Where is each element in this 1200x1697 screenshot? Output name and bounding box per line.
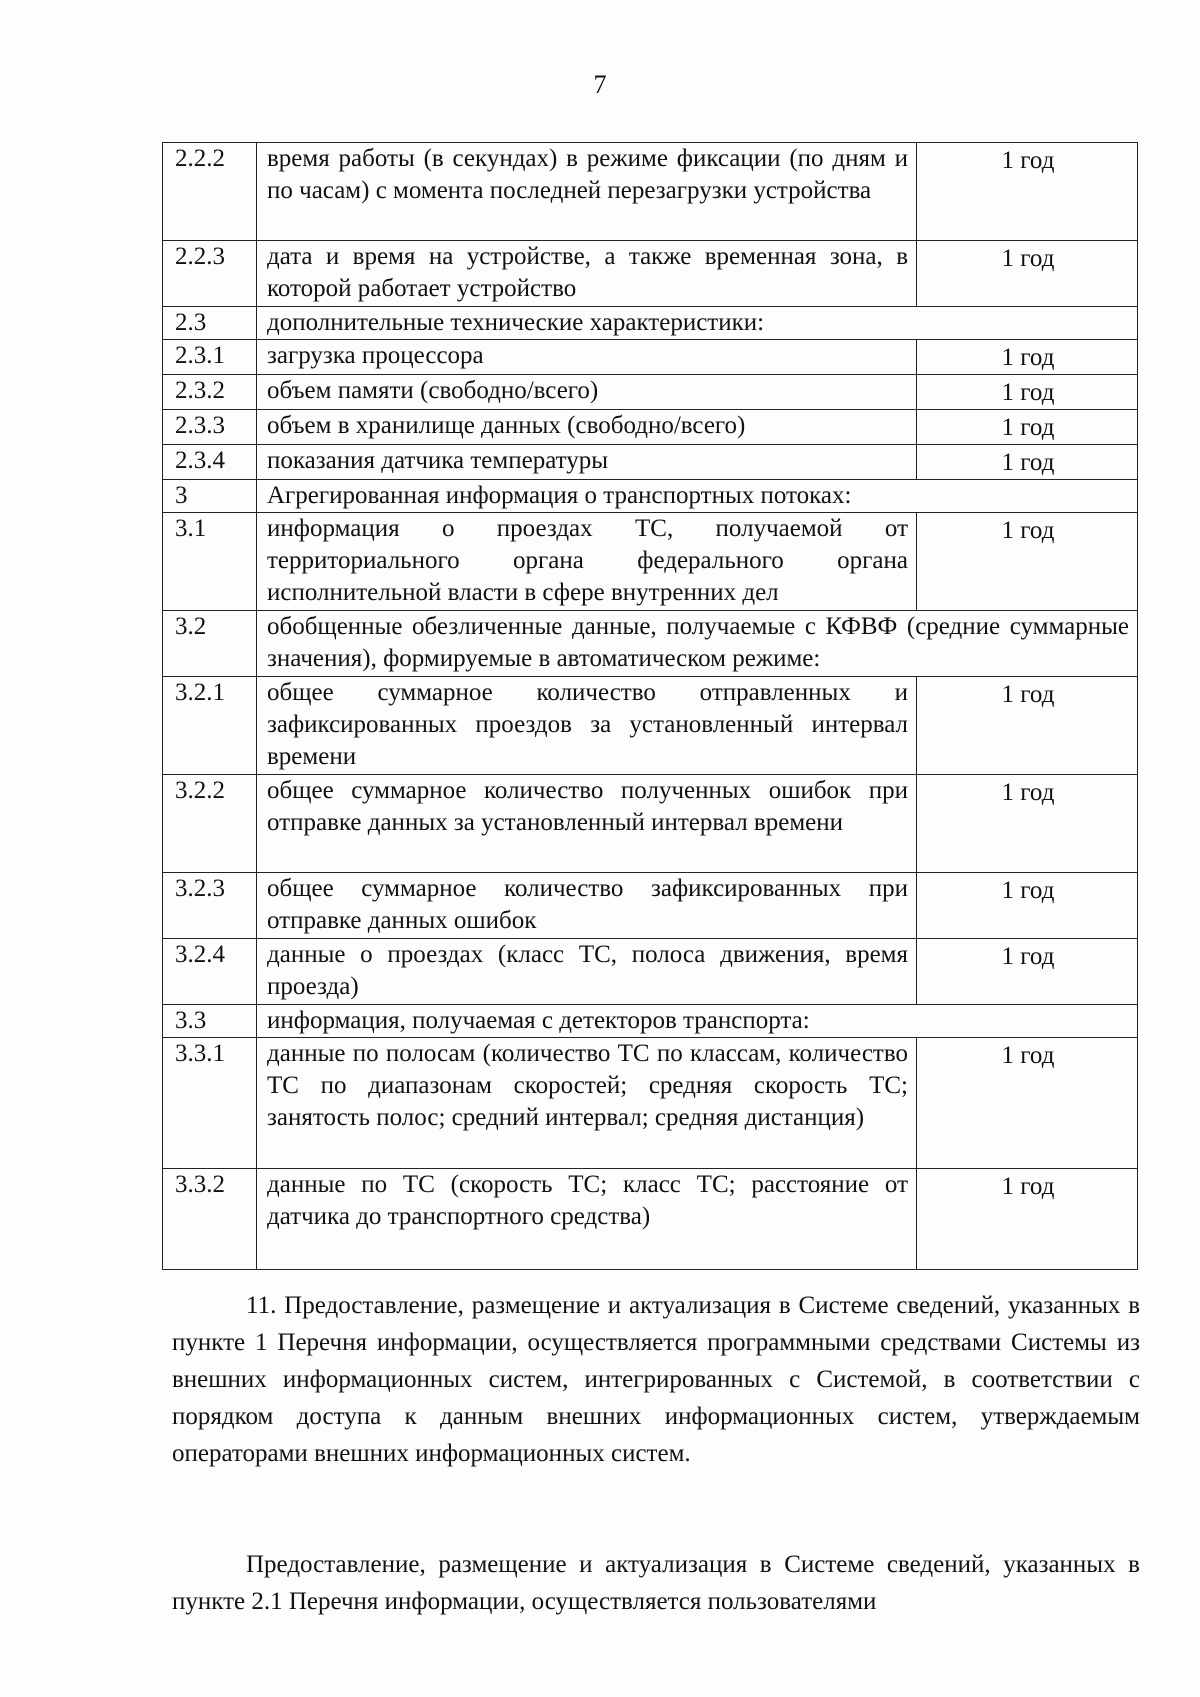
table-row: [163, 480, 1138, 513]
row-retention-period: 1 год: [917, 677, 1138, 775]
row-description: объем памяти (свободно/всего): [257, 375, 917, 410]
row-number: 3.2.2: [163, 775, 257, 873]
row-number: 2.3.3: [163, 410, 257, 445]
row-retention-period: 1 год: [917, 513, 1138, 611]
row-number: 3.3: [163, 1005, 257, 1038]
row-description: общее суммарное количество полученных ошибок при отправке данных за установленный интервал времени: [257, 775, 917, 873]
row-retention-period: 1 год: [917, 775, 1138, 873]
row-description: данные по ТС (скорость ТС; класс ТС; расстояние от датчика до транспортного средства): [257, 1169, 917, 1270]
table-row: [163, 1169, 1138, 1270]
paragraph-11: [172, 1287, 1140, 1472]
row-number: 2.2.3: [163, 241, 257, 307]
row-number: 3.1: [163, 513, 257, 611]
row-retention-period: 1 год: [917, 143, 1138, 241]
table-row: [163, 1038, 1138, 1169]
row-description: данные о проездах (класс ТС, полоса движения, время проезда): [257, 939, 917, 1005]
row-number: 2.3.2: [163, 375, 257, 410]
table-row: [163, 873, 1138, 939]
paragraph-text: 11. Предоставление, размещение и актуализация в Системе сведений, указанных в пункте 1 Перечня информации, осуществляется программными средствами Системы из внешних информационных систем, интегрированных с Системой, в соответствии с порядком доступа к данным внешних информационных систем, утверждаемым операторами внешних информационных систем.: [172, 1292, 1140, 1467]
row-retention-period: 1 год: [917, 939, 1138, 1005]
table-row: [163, 677, 1138, 775]
row-description: объем в хранилище данных (свободно/всего): [257, 410, 917, 445]
row-retention-period: 1 год: [917, 375, 1138, 410]
row-number: 3.3.1: [163, 1038, 257, 1169]
row-retention-period: 1 год: [917, 445, 1138, 480]
row-description: время работы (в секундах) в режиме фиксации (по дням и по часам) с момента последней перезагрузки устройства: [257, 143, 917, 241]
table-row: [163, 143, 1138, 241]
table-row: [163, 1005, 1138, 1038]
row-description: Агрегированная информация о транспортных потоках:: [257, 480, 1138, 513]
row-retention-period: 1 год: [917, 873, 1138, 939]
row-description: дополнительные технические характеристики:: [257, 307, 1138, 340]
row-number: 3: [163, 480, 257, 513]
row-description: информация, получаемая с детекторов транспорта:: [257, 1005, 1138, 1038]
row-number: 3.2: [163, 611, 257, 677]
row-description: общее суммарное количество зафиксированных при отправке данных ошибок: [257, 873, 917, 939]
row-retention-period: 1 год: [917, 340, 1138, 375]
row-retention-period: 1 год: [917, 410, 1138, 445]
row-number: 3.2.1: [163, 677, 257, 775]
table-row: [163, 375, 1138, 410]
row-number: 3.3.2: [163, 1169, 257, 1270]
row-number: 3.2.3: [163, 873, 257, 939]
page-number: 7: [593, 70, 607, 99]
row-description: показания датчика температуры: [257, 445, 917, 480]
table-row: [163, 445, 1138, 480]
row-description: данные по полосам (количество ТС по классам, количество ТС по диапазонам скоростей; средняя скорость ТС; занятость полос; средний интервал; средняя дистанция): [257, 1038, 917, 1169]
row-description: информация о проездах ТС, получаемой от территориального органа федерального органа исполнительной власти в сфере внутренних дел: [257, 513, 917, 611]
row-description: обобщенные обезличенные данные, получаемые с КФВФ (средние суммарные значения), формируемые в автоматическом режиме:: [257, 611, 1138, 677]
information-table: [162, 142, 1138, 1270]
row-number: 2.3.1: [163, 340, 257, 375]
table-row: [163, 513, 1138, 611]
table-row: [163, 241, 1138, 307]
table-row: [163, 340, 1138, 375]
row-retention-period: 1 год: [917, 1169, 1138, 1270]
table-row: [163, 775, 1138, 873]
row-number: 2.3.4: [163, 445, 257, 480]
row-number: 3.2.4: [163, 939, 257, 1005]
table-row: [163, 611, 1138, 677]
row-description: общее суммарное количество отправленных и зафиксированных проездов за установленный интервал времени: [257, 677, 917, 775]
paragraph-text: Предоставление, размещение и актуализация в Системе сведений, указанных в пункте 2.1 Перечня информации, осуществляется пользователями: [172, 1551, 1140, 1615]
row-description: загрузка процессора: [257, 340, 917, 375]
row-number: 2.2.2: [163, 143, 257, 241]
row-retention-period: 1 год: [917, 1038, 1138, 1169]
row-number: 2.3: [163, 307, 257, 340]
table-row: [163, 410, 1138, 445]
row-retention-period: 1 год: [917, 241, 1138, 307]
paragraph-continuation: [172, 1546, 1140, 1620]
row-description: дата и время на устройстве, а также временная зона, в которой работает устройство: [257, 241, 917, 307]
table-row: [163, 939, 1138, 1005]
table-row: [163, 307, 1138, 340]
